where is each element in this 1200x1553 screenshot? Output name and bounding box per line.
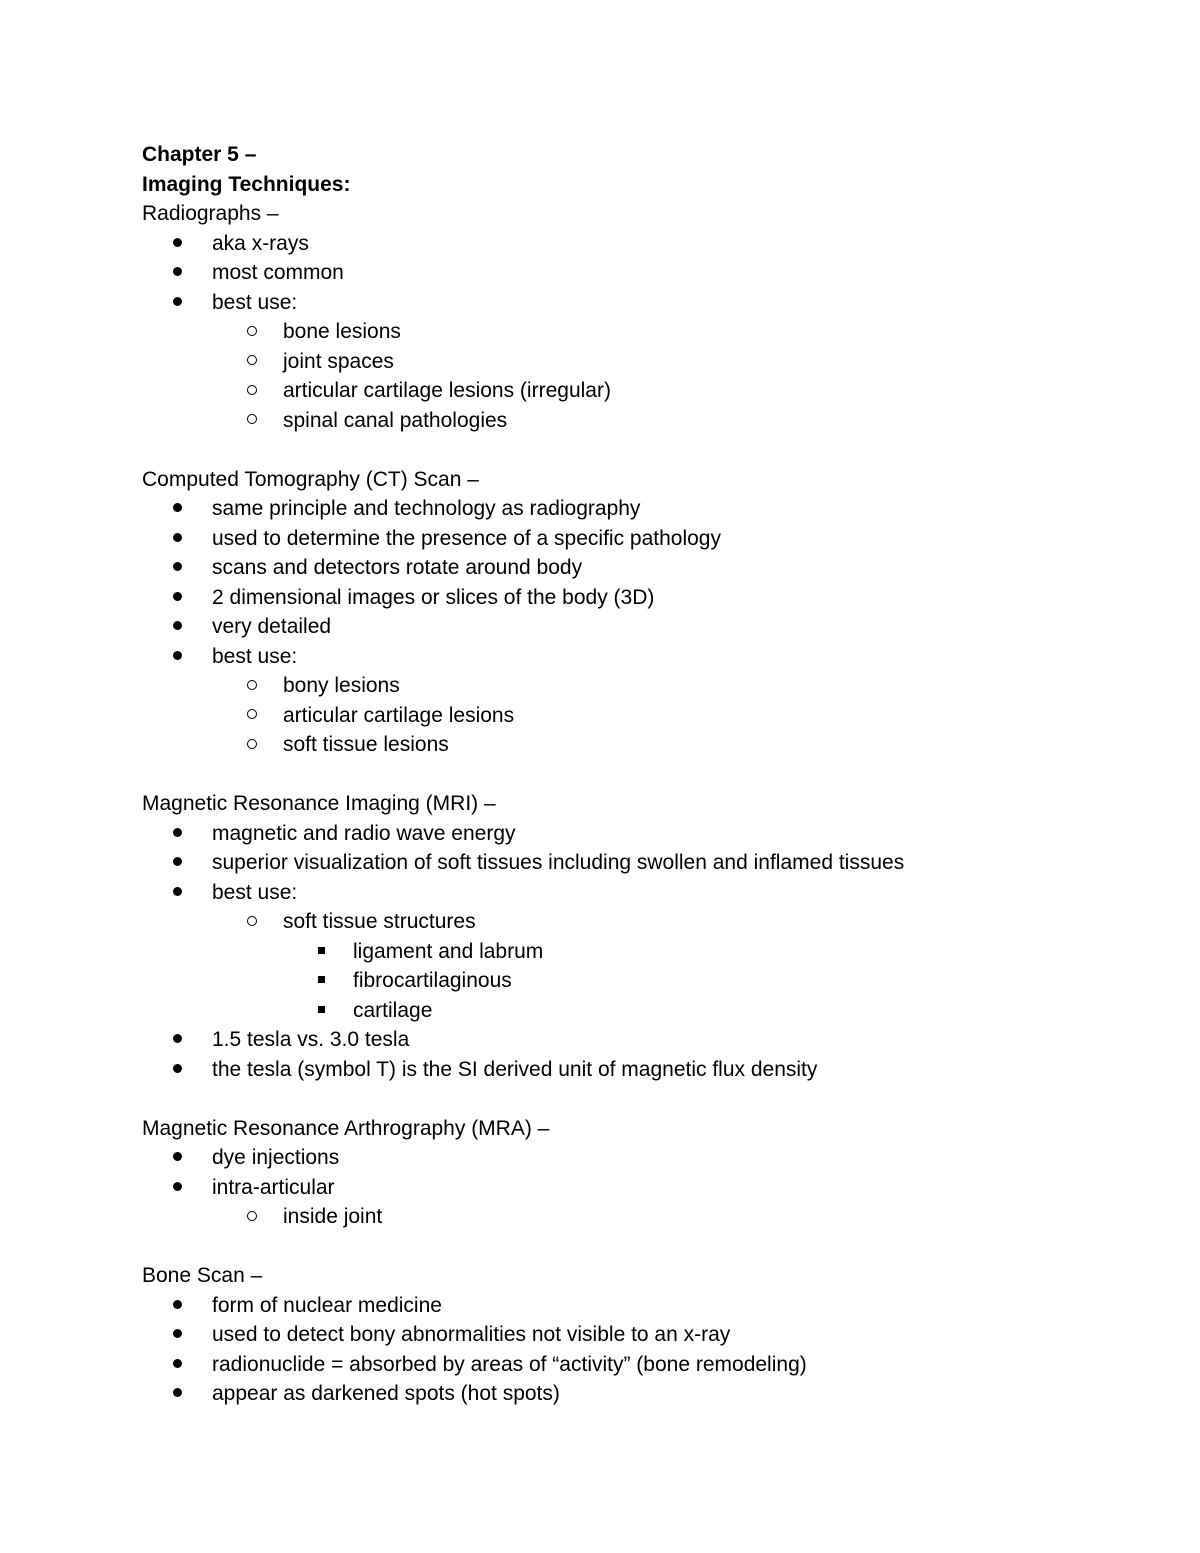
bullet-dot-icon	[173, 1320, 182, 1350]
bullet-dot-icon	[173, 1055, 182, 1085]
list-item	[142, 1379, 1142, 1409]
bullet-dot-icon	[173, 1379, 182, 1409]
section-block	[142, 199, 1142, 465]
list-item	[142, 406, 1142, 436]
list-item-text: bone lesions	[283, 320, 401, 343]
list-item	[142, 1055, 1142, 1085]
bullet-dot-icon	[173, 288, 182, 318]
list-item	[142, 494, 1142, 524]
list-item	[142, 730, 1142, 760]
list-item	[142, 1173, 1142, 1203]
list-item	[142, 1143, 1142, 1173]
section-heading: Computed Tomography (CT) Scan –	[142, 467, 479, 491]
section-block	[142, 1114, 1142, 1262]
bullet-dot-icon	[173, 642, 182, 672]
list-item-text: magnetic and radio wave energy	[212, 821, 516, 845]
bullet-dot-icon	[173, 229, 182, 259]
bullet-dot-icon	[173, 878, 182, 908]
bullet-circle-icon	[247, 406, 257, 436]
list-item	[142, 317, 1142, 347]
section-heading: Radiographs –	[142, 202, 279, 225]
list-item-text: used to detect bony abnormalities not visible to an x-ray	[212, 1323, 731, 1346]
section-heading: Magnetic Resonance Imaging (MRI) –	[142, 792, 496, 815]
list-item-text: inside joint	[283, 1205, 383, 1228]
section-heading: Bone Scan –	[142, 1264, 263, 1287]
list-item	[142, 1202, 1142, 1232]
section-block	[142, 789, 1142, 1114]
document-body	[142, 199, 1142, 1409]
bullet-circle-icon	[247, 907, 257, 937]
list-item-text: soft tissue lesions	[283, 733, 449, 756]
bullet-square-icon	[318, 996, 325, 1026]
list-item	[142, 1350, 1142, 1380]
bullet-square-icon	[318, 966, 325, 996]
bullet-circle-icon	[247, 317, 257, 347]
list-item-text: soft tissue structures	[283, 910, 476, 933]
list-item-text: appear as darkened spots (hot spots)	[212, 1382, 560, 1405]
list-item-text: superior visualization of soft tissues including swollen and inflamed tissues	[212, 851, 905, 874]
list-item-text: cartilage	[353, 998, 433, 1022]
bullet-circle-icon	[247, 671, 257, 701]
bullet-dot-icon	[173, 1350, 182, 1380]
document-page	[142, 140, 1142, 1409]
list-item	[142, 966, 1142, 996]
section-block	[142, 465, 1142, 790]
bullet-dot-icon	[173, 524, 182, 554]
list-item	[142, 258, 1142, 288]
bullet-circle-icon	[247, 376, 257, 406]
list-item	[142, 612, 1142, 642]
bullet-dot-icon	[173, 494, 182, 524]
bullet-circle-icon	[247, 701, 257, 731]
list-item-text: dye injections	[212, 1146, 340, 1169]
bullet-dot-icon	[173, 258, 182, 288]
list-item-text: articular cartilage lesions (irregular)	[283, 379, 611, 402]
bullet-dot-icon	[173, 1025, 182, 1055]
section-heading: Magnetic Resonance Arthrography (MRA) –	[142, 1116, 550, 1140]
list-item-text: same principle and technology as radiography	[212, 497, 641, 520]
paragraph-spacer	[142, 435, 1142, 465]
list-item-text: articular cartilage lesions	[283, 703, 515, 727]
list-item	[142, 1025, 1142, 1055]
bullet-dot-icon	[173, 1143, 182, 1173]
list-item	[142, 907, 1142, 937]
bullet-dot-icon	[173, 583, 182, 613]
list-item	[142, 996, 1142, 1026]
section-block	[142, 1261, 1142, 1409]
list-item	[142, 848, 1142, 878]
list-item-text: intra-articular	[212, 1175, 335, 1199]
list-item-text: the tesla (symbol T) is the SI derived unit of magnetic flux density	[212, 1057, 818, 1081]
list-item	[142, 376, 1142, 406]
list-item	[142, 1291, 1142, 1321]
list-item-text: used to determine the presence of a specific pathology	[212, 526, 721, 550]
list-item	[142, 1320, 1142, 1350]
list-item	[142, 701, 1142, 731]
list-item	[142, 819, 1142, 849]
section-title: Imaging Techniques:	[142, 172, 351, 196]
list-item	[142, 583, 1142, 613]
list-item-text: bony lesions	[283, 674, 400, 697]
list-item-text: ligament and labrum	[353, 939, 544, 963]
list-item	[142, 347, 1142, 377]
list-item-text: scans and detectors rotate around body	[212, 556, 583, 579]
list-item	[142, 229, 1142, 259]
bullet-dot-icon	[173, 612, 182, 642]
list-item	[142, 288, 1142, 318]
list-item-text: best use:	[212, 644, 298, 668]
list-item-text: spinal canal pathologies	[283, 408, 508, 432]
bullet-dot-icon	[173, 553, 182, 583]
bullet-circle-icon	[247, 730, 257, 760]
list-item-text: fibrocartilaginous	[353, 969, 512, 992]
list-item-text: very detailed	[212, 615, 332, 638]
list-item-text: most common	[212, 261, 344, 284]
chapter-title: Chapter 5 –	[142, 143, 257, 166]
list-item-text: radionuclide = absorbed by areas of “activity” (bone remodeling)	[212, 1352, 807, 1376]
list-item-text: best use:	[212, 880, 298, 904]
list-item-text: form of nuclear medicine	[212, 1293, 442, 1317]
list-item-text: 2 dimensional images or slices of the body (3D)	[212, 585, 655, 609]
list-item	[142, 524, 1142, 554]
list-item-text: joint spaces	[283, 349, 394, 373]
paragraph-spacer	[142, 1232, 1142, 1262]
list-item-text: 1.5 tesla vs. 3.0 tesla	[212, 1028, 410, 1051]
bullet-circle-icon	[247, 347, 257, 377]
paragraph-spacer	[142, 760, 1142, 790]
list-item	[142, 553, 1142, 583]
bullet-dot-icon	[173, 819, 182, 849]
bullet-square-icon	[318, 937, 325, 967]
bullet-dot-icon	[173, 1173, 182, 1203]
list-item-text: best use:	[212, 290, 298, 314]
list-item	[142, 642, 1142, 672]
bullet-dot-icon	[173, 1291, 182, 1321]
list-item-text: aka x-rays	[212, 231, 309, 255]
paragraph-spacer	[142, 1084, 1142, 1114]
list-item	[142, 937, 1142, 967]
list-item	[142, 671, 1142, 701]
bullet-dot-icon	[173, 848, 182, 878]
bullet-circle-icon	[247, 1202, 257, 1232]
list-item	[142, 878, 1142, 908]
